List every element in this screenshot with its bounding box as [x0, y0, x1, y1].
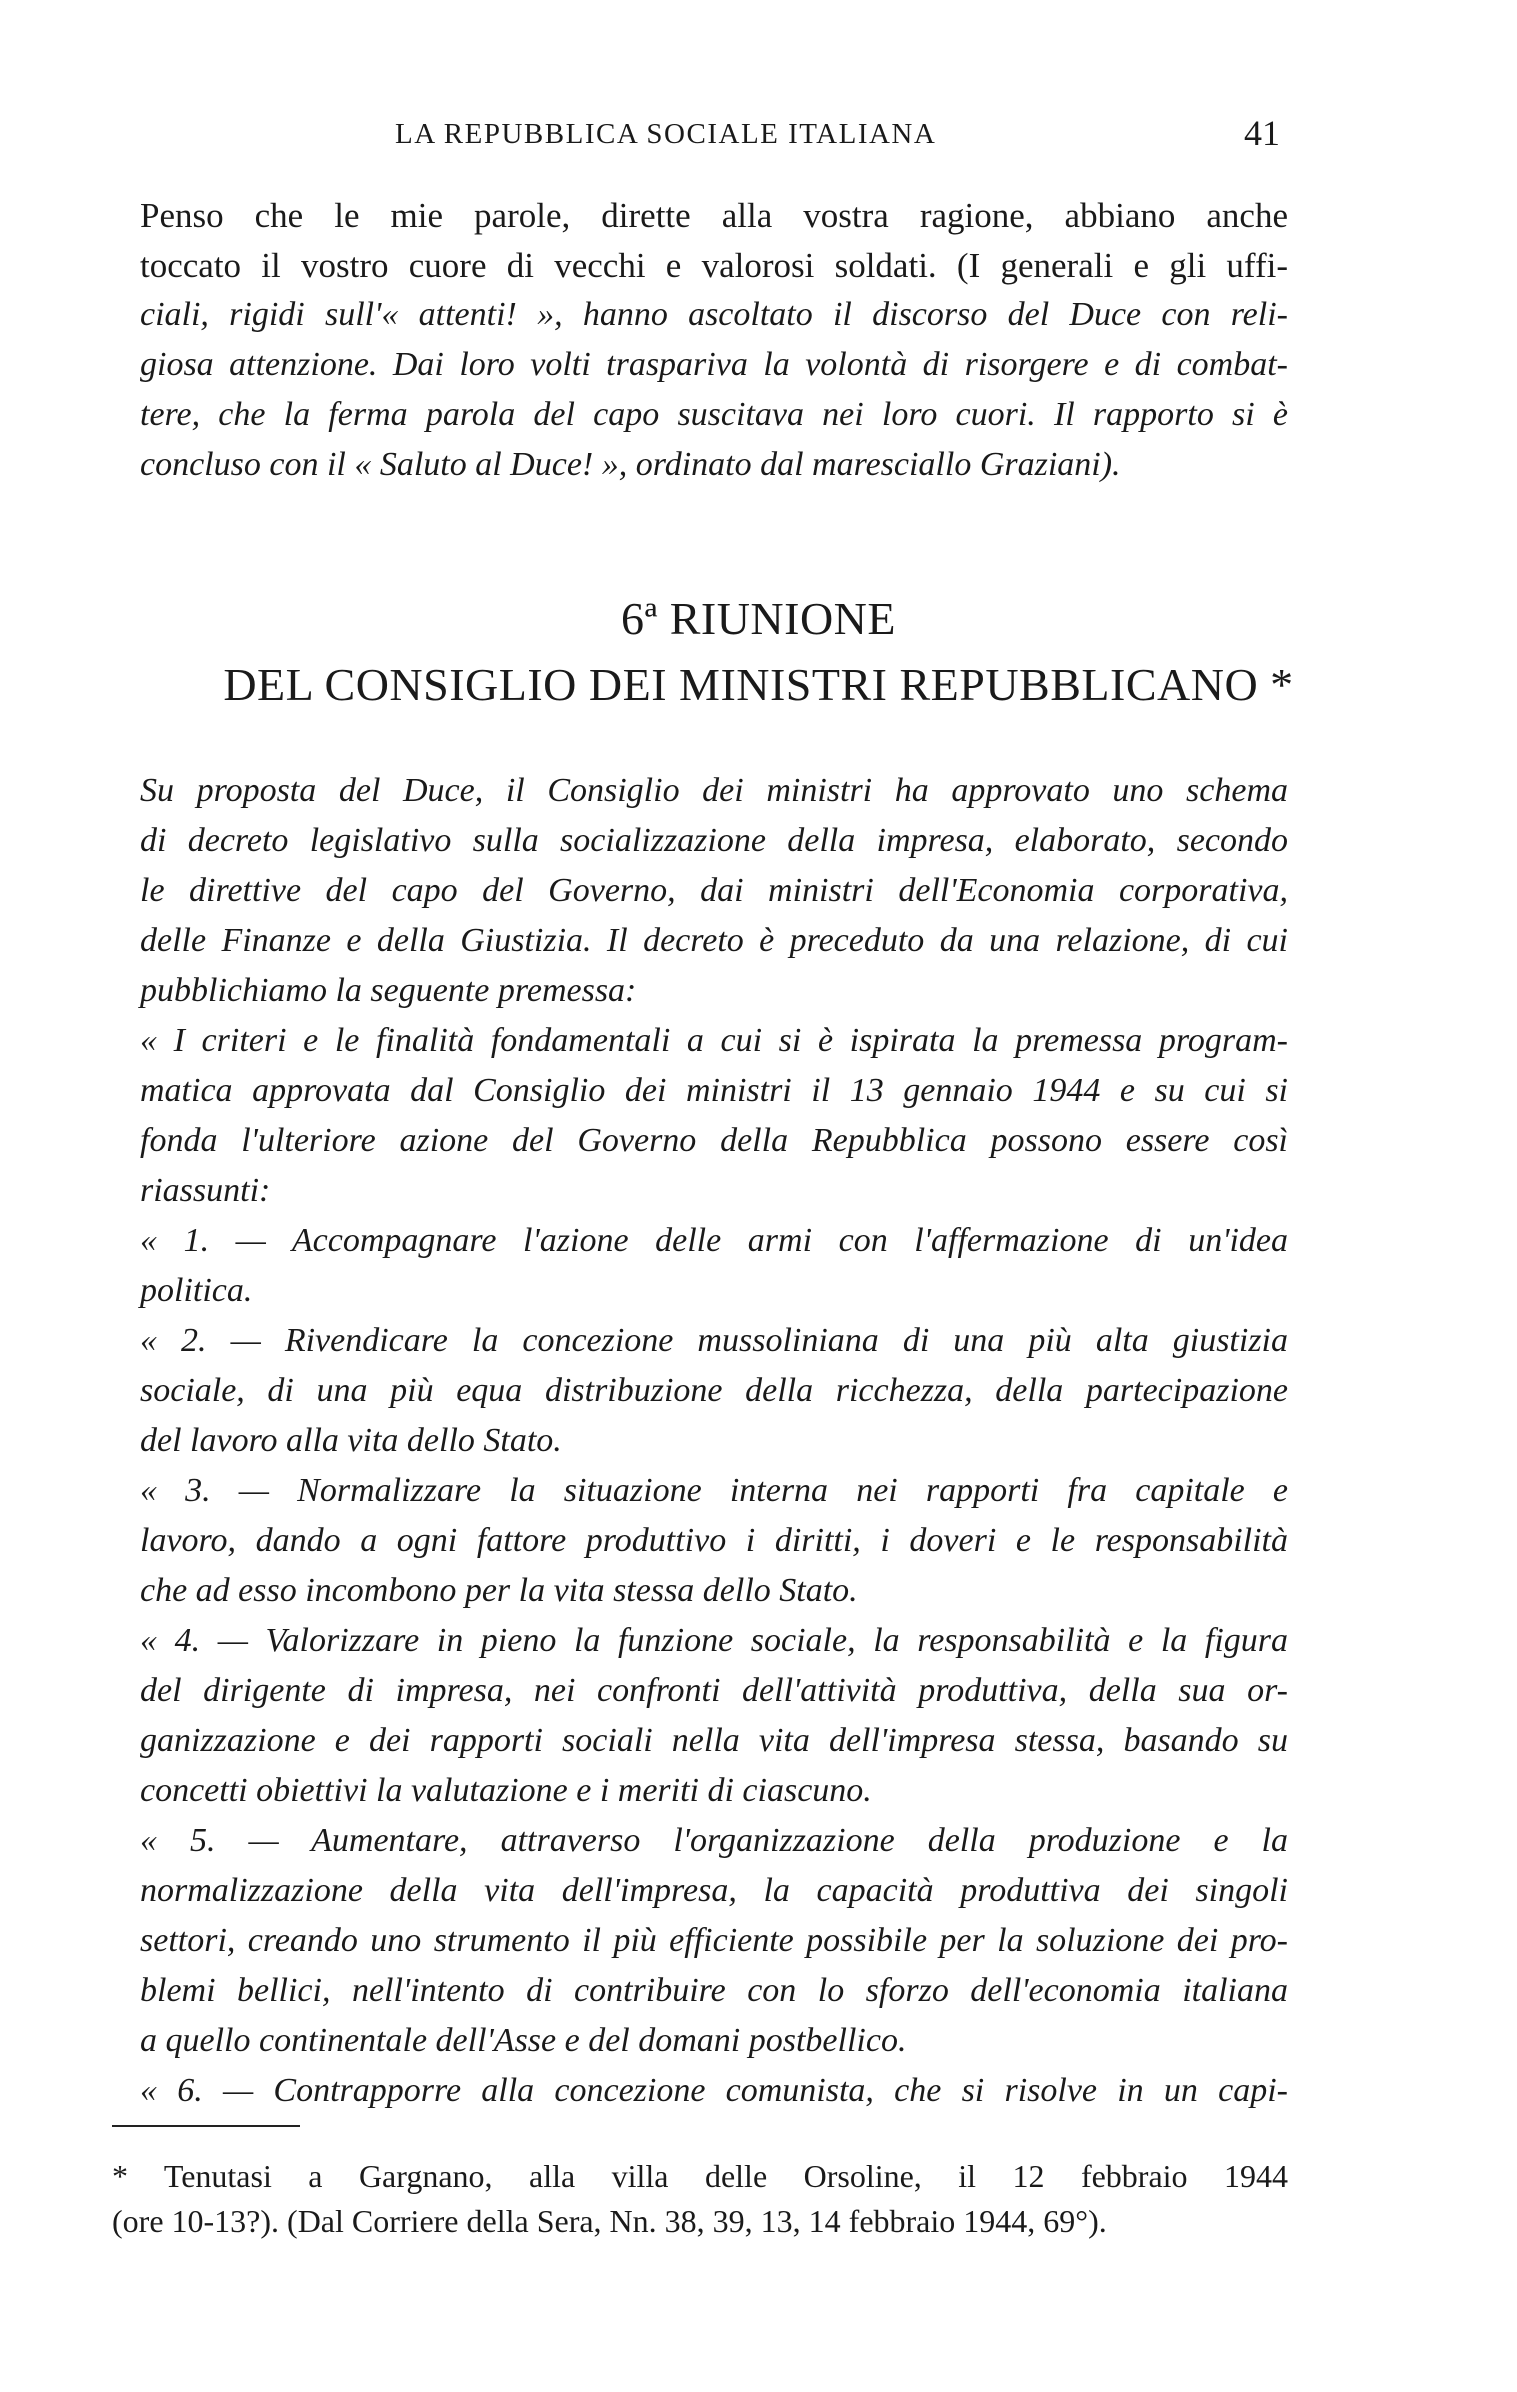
opening-line-5: tere, che la ferma parola del capo suscitava nei loro cuori. Il rapporto si è: [140, 396, 1288, 433]
body-line-4: delle Finanze e della Giustizia. Il decreto è preceduto da una relazione, di cui: [140, 922, 1288, 959]
body-line-16: lavoro, dando a ogni fattore produttivo i diritti, i doveri e le responsabilità: [140, 1522, 1288, 1559]
body-line-9: riassunti:: [140, 1172, 271, 1209]
body-line-6: « I criteri e le finalità fondamentali a cui si è ispirata la premessa program-: [140, 1022, 1288, 1059]
body-line-15: « 3. — Normalizzare la situazione interna nei rapporti fra capitale e: [140, 1472, 1288, 1509]
body-line-12: « 2. — Rivendicare la concezione mussoliniana di una più alta giustizia: [140, 1322, 1288, 1359]
body-line-17: che ad esso incombono per la vita stessa dello Stato.: [140, 1572, 858, 1609]
body-line-3: le direttive del capo del Governo, dai ministri dell'Economia corporativa,: [140, 872, 1288, 909]
body-line-21: concetti obiettivi la valutazione e i meriti di ciascuno.: [140, 1772, 872, 1809]
body-line-26: a quello continentale dell'Asse e del domani postbellico.: [140, 2022, 907, 2059]
page-number: 41: [1244, 113, 1280, 153]
body-line-14: del lavoro alla vita dello Stato.: [140, 1422, 562, 1459]
opening-line-1: Penso che le mie parole, dirette alla vostra ragione, abbiano anche: [140, 196, 1288, 235]
body-line-2: di decreto legislativo sulla socializzazione della impresa, elaborato, secondo: [140, 822, 1288, 859]
body-line-13: sociale, di una più equa distribuzione della ricchezza, della partecipazione: [140, 1372, 1288, 1409]
body-line-1: Su proposta del Duce, il Consiglio dei ministri ha approvato uno schema: [140, 772, 1288, 809]
body-line-10: « 1. — Accompagnare l'azione delle armi con l'affermazione di un'idea: [140, 1222, 1288, 1259]
body-line-5: pubblichiamo la seguente premessa:: [140, 972, 637, 1009]
opening-line-6: concluso con il « Saluto al Duce! », ordinato dal maresciallo Graziani).: [140, 446, 1121, 483]
opening-line-4: giosa attenzione. Dai loro volti traspariva la volontà di risorgere e di combat-: [140, 346, 1288, 383]
body-line-23: normalizzazione della vita dell'impresa, la capacità produttiva dei singoli: [140, 1872, 1288, 1909]
body-line-22: « 5. — Aumentare, attraverso l'organizzazione della produzione e la: [140, 1822, 1288, 1859]
body-line-25: blemi bellici, nell'intento di contribuire con lo sforzo dell'economia italiana: [140, 1972, 1288, 2009]
footnote-line-2: (ore 10-13?). (Dal Corriere della Sera, Nn. 38, 39, 13, 14 febbraio 1944, 69°).: [112, 2203, 1107, 2239]
footnote-rule: [112, 2125, 300, 2127]
body-line-11: politica.: [140, 1272, 253, 1309]
body-line-18: « 4. — Valorizzare in pieno la funzione sociale, la responsabilità e la figura: [140, 1622, 1288, 1659]
body-line-27: « 6. — Contrapporre alla concezione comunista, che si risolve in un capi-: [140, 2072, 1288, 2109]
opening-line-3: ciali, rigidi sull'« attenti! », hanno ascoltato il discorso del Duce con reli-: [140, 296, 1288, 333]
opening-line-2: toccato il vostro cuore di vecchi e valorosi soldati. (I generali e gli uffi-: [140, 246, 1288, 285]
body-line-7: matica approvata dal Consiglio dei ministri il 13 gennaio 1944 e su cui si: [140, 1072, 1288, 1109]
section-heading-line-1: 6ª RIUNIONE: [621, 593, 896, 644]
body-line-24: settori, creando uno strumento il più efficiente possibile per la soluzione dei pro-: [140, 1922, 1288, 1959]
running-title: LA REPUBBLICA SOCIALE ITALIANA: [395, 118, 937, 150]
body-line-8: fonda l'ulteriore azione del Governo della Repubblica possono essere così: [140, 1122, 1288, 1159]
body-line-19: del dirigente di impresa, nei confronti dell'attività produttiva, della sua or-: [140, 1672, 1288, 1709]
footnote-line-1: * Tenutasi a Gargnano, alla villa delle Orsoline, il 12 febbraio 1944: [112, 2158, 1288, 2194]
body-line-20: ganizzazione e dei rapporti sociali nella vita dell'impresa stessa, basando su: [140, 1722, 1288, 1759]
section-heading-line-2: DEL CONSIGLIO DEI MINISTRI REPUBBLICANO *: [223, 659, 1294, 710]
